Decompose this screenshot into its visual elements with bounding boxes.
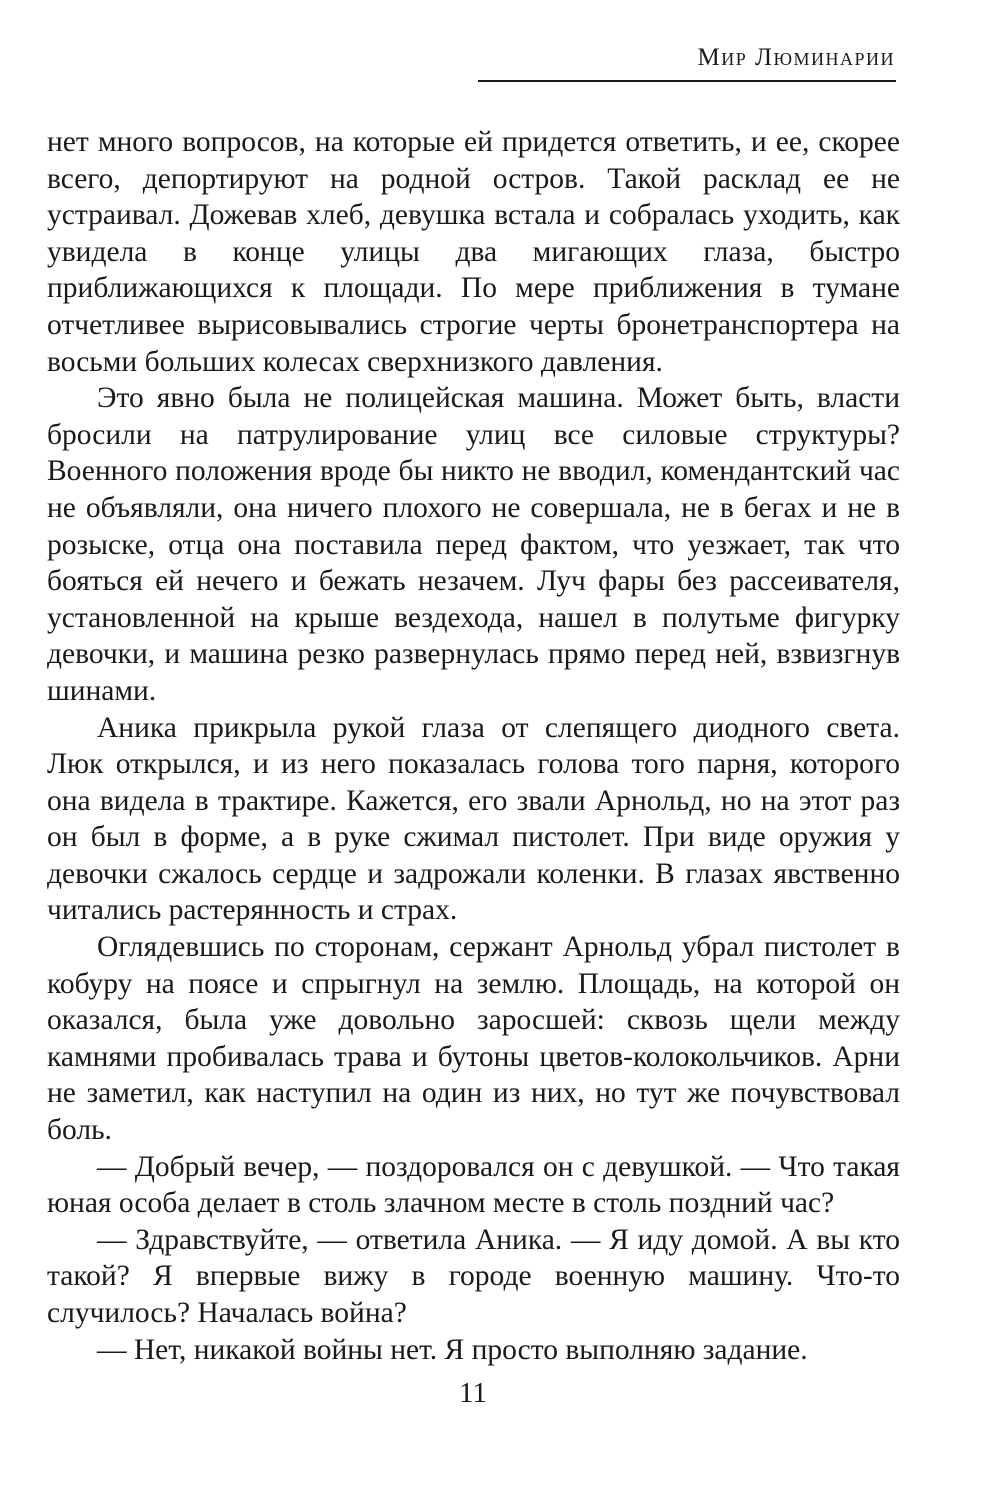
paragraph-7-dialogue: — Нет, никакой войны нет. Я просто выполняю задание. (97, 1333, 808, 1366)
paragraph-3: Аника прикрыла рукой глаза от слепящего диодного света. Люк открылся, и из него показалась голова того парня, которого она видела в трактире. Кажется, его звали Арнольд, но на этот раз он был в форме, а в руке сжимал пистолет. При виде оружия у девочки сжалось сердце и задрожали коленки. В глазах явственно читались растерянность и страх. (47, 711, 900, 927)
header-rule (478, 80, 896, 82)
running-title: Мир Люминарии (697, 44, 895, 71)
body-text (47, 124, 900, 1368)
paragraph-1: нет много вопросов, на которые ей придется ответить, и ее, скорее всего, депортируют на родной остров. Такой расклад ее не устраивал. Дожевав хлеб, девушка встала и собралась уходить, как увидела в конце улицы два мигающих глаза, быстро приближающихся к площади. По мере приближения в тумане отчетливее вырисовывались строгие черты бронетранспортера на восьми больших колесах сверхнизкого давления. (47, 126, 900, 378)
paragraph-2: Это явно была не полицейская машина. Может быть, власти бросили на патрулирование улиц все силовые структуры? Военного положения вроде бы никто не вводил, комендантский час не объявляли, она ничего плохого не совершала, не в бегах и не в розыске, отца она поставила перед фактом, что уезжает, так что бояться ей нечего и бежать незачем. Луч фары без рассеивателя, установленной на крыше вездехода, нашел в полутьме фигурку девочки, и машина резко развернулась прямо перед ней, взвизгнув шинами. (47, 382, 900, 707)
paragraph-6-dialogue: — Здравствуйте, — ответила Аника. — Я иду домой. А вы кто такой? Я впервые вижу в городе военную машину. Что-то случилось? Началась война? (47, 1223, 900, 1329)
page-number: 11 (459, 1377, 487, 1409)
paragraph-4: Оглядевшись по сторонам, сержант Арнольд убрал пистолет в кобуру на поясе и спрыгнул на землю. Площадь, на которой он оказался, была уже довольно заросшей: сквозь щели между камнями пробивалась трава и бутоны цветов-колокольчиков. Арни не заметил, как наступил на один из них, но тут же почувствовал боль. (47, 931, 900, 1147)
paragraph-5-dialogue: — Добрый вечер, — поздоровался он с девушкой. — Что такая юная особа делает в столь злачном месте в столь поздний час? (47, 1150, 900, 1220)
